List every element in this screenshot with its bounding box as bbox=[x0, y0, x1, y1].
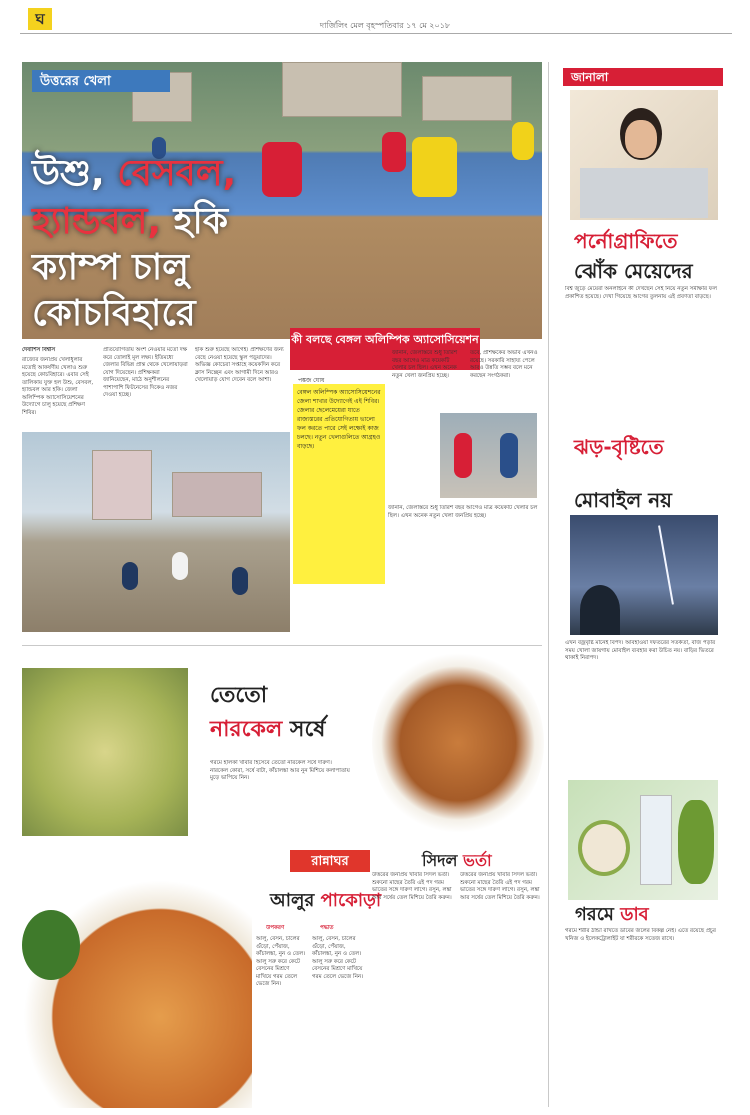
headline-line-4: কোচবিহারে bbox=[32, 293, 196, 334]
article-col-6: জানান, জেলাস্তরে শুধু তিরিশ বছর আগেও মাত্র কয়েকটি খেলার চল ছিল। এখন অনেক নতুন খেলা জনপ্রিয় হচ্ছে। bbox=[388, 505, 538, 519]
quote-author: পঙ্কজ ঘোষ bbox=[298, 377, 325, 384]
article-col-4: জানান, জেলাস্তরে শুধু তিরিশ বছর আগেও মাত্র কয়েকটি খেলার চল ছিল। এখন অনেক নতুন খেলা জনপ্রিয় হচ্ছে। bbox=[392, 350, 458, 379]
window-section-tag: জানালা bbox=[563, 68, 723, 86]
method-title: পদ্ধতি bbox=[320, 925, 334, 931]
storm-photo bbox=[570, 515, 718, 635]
sidol-col-1: উত্তরের জনপ্রিয় খাবার সিদল ভর্তা। শুকনো মাছের তৈরি এই পদ গরম ভাতের সঙ্গে দারুণ লাগে। রসুন, লঙ্কা আর সর্ষের তেল মিশিয়ে তৈরি করুন। bbox=[372, 872, 452, 901]
tito-text: গরমে হালকা খাবার হিসেবে তেতো নারকেল সর্ষে দারুণ। নারকেল কোরা, সর্ষে বাটা, কাঁচালঙ্কা আর নুন মিশিয়ে কলাপাতায় মুড়ে ভাপিয়ে নিন। bbox=[210, 760, 350, 781]
storm-subheadline: মোবাইল নয় bbox=[574, 488, 672, 512]
coconut-text: গরমে শরীর ঠান্ডা রাখতে ডাবের জলের বিকল্প নেই। এতে রয়েছে প্রচুর খনিজ ও ইলেকট্রোলাইট যা শরীরকে সতেজ রাখে। bbox=[565, 928, 716, 942]
tito-headline: তেতো bbox=[210, 683, 268, 708]
byline: দেবাশিস বিশ্বাস bbox=[22, 347, 56, 353]
coconut-photo bbox=[568, 780, 718, 900]
sidol-headline: সিদল ভর্তা bbox=[422, 851, 492, 870]
porno-text: বিশ্ব জুড়ে মেয়েরা অনলাইনে কী দেখছেন সেই নিয়ে নতুন সমীক্ষার ফল প্রকাশিত হয়েছে। দেখা গিয়েছে আগের তুলনায় এই প্রবণতা বাড়ছে। bbox=[565, 286, 717, 300]
aloo-pakora-photo bbox=[22, 880, 252, 1108]
article-col-1: রাজ্যের জনপ্রিয় খেলাধুলার মতোই আকর্ষণীয় খেলাও শুরু হয়েছে কোচবিহারে। এবার সেই তালিকায় যুক্ত হল উশু, বেসবল, হ্যান্ডবল আর হকি। জেলা অলিম্পিক অ্যাসোসিয়েশনের উদ্যোগে চালু হয়েছে প্রশিক্ষণ শিবির। bbox=[22, 357, 94, 416]
window-photo bbox=[570, 90, 718, 220]
tito-dish-photo bbox=[22, 668, 188, 836]
sidol-dish-photo bbox=[372, 648, 544, 838]
section-rule bbox=[22, 645, 542, 646]
quote-title: কী বলছে বেঙ্গল অলিম্পিক অ্যাসোসিয়েশন bbox=[290, 328, 480, 370]
porno-headline: পর্নোগ্রাফিতে bbox=[574, 229, 678, 253]
wushu-photo bbox=[440, 413, 537, 498]
aloo-method: আলু, বেসন, চালের গুঁড়ো, পেঁয়াজ, কাঁচালঙ্কা, নুন ও তেল। আলু সরু করে কেটে বেসনের মিশ্রণে মাখিয়ে গরম তেলে ভেজে নিন। bbox=[312, 936, 364, 980]
aloo-ingredients: আলু, বেসন, চালের গুঁড়ো, পেঁয়াজ, কাঁচালঙ্কা, নুন ও তেল। আলু সরু করে কেটে বেসনের মিশ্রণে মাখিয়ে গরম তেলে ভেজে নিন। bbox=[256, 936, 306, 987]
handball-photo bbox=[22, 432, 290, 632]
ingredients-title: উপকরণ bbox=[266, 925, 285, 931]
kitchen-tag: রান্নাঘর bbox=[290, 850, 370, 872]
quote-body: বেঙ্গল অলিম্পিক অ্যাসোসিয়েশনের জেলা শাখার উদ্যোগেই এই শিবির। জেলার ছেলেমেয়েরা যাতে রাজ্যস্তরের প্রতিযোগিতায় ভালো ফল করতে পারে সেই লক্ষ্যেই কাজ চলছে। নতুন খেলাগুলিতে আগ্রহও বাড়ছে। bbox=[293, 384, 385, 584]
masthead: দার্জিলিং মেল বৃহস্পতিবার ১৭ মে ২০১৮ bbox=[319, 21, 451, 30]
sidol-col-2: উত্তরের জনপ্রিয় খাবার সিদল ভর্তা। শুকনো মাছের তৈরি এই পদ গরম ভাতের সঙ্গে দারুণ লাগে। রসুন, লঙ্কা আর সর্ষের তেল মিশিয়ে তৈরি করুন। bbox=[460, 872, 540, 901]
headline-line-3: ক্যাম্প চালু bbox=[32, 247, 190, 288]
porno-subheadline: ঝোঁক মেয়েদের bbox=[574, 259, 693, 283]
storm-headline: ঝড়-বৃষ্টিতে bbox=[574, 435, 664, 459]
column-rule bbox=[548, 62, 549, 1107]
header-rule bbox=[20, 33, 732, 34]
storm-text: এখন বজ্রবৃষ্টি মানেই বিপদ। আবহাওয়া দফতরের সতর্কতা, বাজ পড়ার সময় খোলা জায়গায় মোবাইল ব্যবহার করা উচিত নয়। বাড়ির ভিতরে থাকাই নিরাপদ। bbox=[565, 640, 716, 661]
aloo-headline: আলুর পাকোড়া bbox=[270, 890, 382, 911]
article-col-3: হকি শুরু হয়েছে আগেই। প্রশিক্ষণের জন্য বেছে নেওয়া হয়েছে স্কুল পড়ুয়াদের। অভিজ্ঞ কোচেরা সপ্তাহে কয়েকদিন করে ক্লাস নিচ্ছেন এবং আগামী দিনে আরও খেলোয়াড় যোগ দেবেন বলে আশা। bbox=[195, 347, 284, 383]
coconut-headline: গরমে ডাব bbox=[575, 904, 649, 925]
headline-line-1: উশু, বেসবল, bbox=[32, 153, 237, 194]
article-col-5: তবে, প্রশিক্ষকের অভাব এখনও রয়েছে। সরকারি সাহায্য পেলে আরও উন্নতি সম্ভব বলে মনে করছেন সংগঠকরা। bbox=[470, 350, 538, 379]
narkel-headline: নারকেল সর্ষে bbox=[210, 717, 326, 742]
page-letter: ঘ bbox=[28, 8, 52, 30]
article-col-2: প্রতিযোগিতায় অংশ নেওয়ার মতো দক্ষ করে তোলাই মূল লক্ষ্য। ইতিমধ্যে জেলার বিভিন্ন প্রান্ত থেকে খেলোয়াড়রা যোগ দিয়েছেন। প্রশিক্ষকরা জানিয়েছেন, মাঠে অনুশীলনের পাশাপাশি ফিটনেসের দিকেও নজর দেওয়া হচ্ছে। bbox=[103, 347, 188, 398]
headline-line-2: হ্যান্ডবল, হকি bbox=[32, 201, 229, 242]
section-tag: উত্তরের খেলা bbox=[32, 70, 170, 92]
